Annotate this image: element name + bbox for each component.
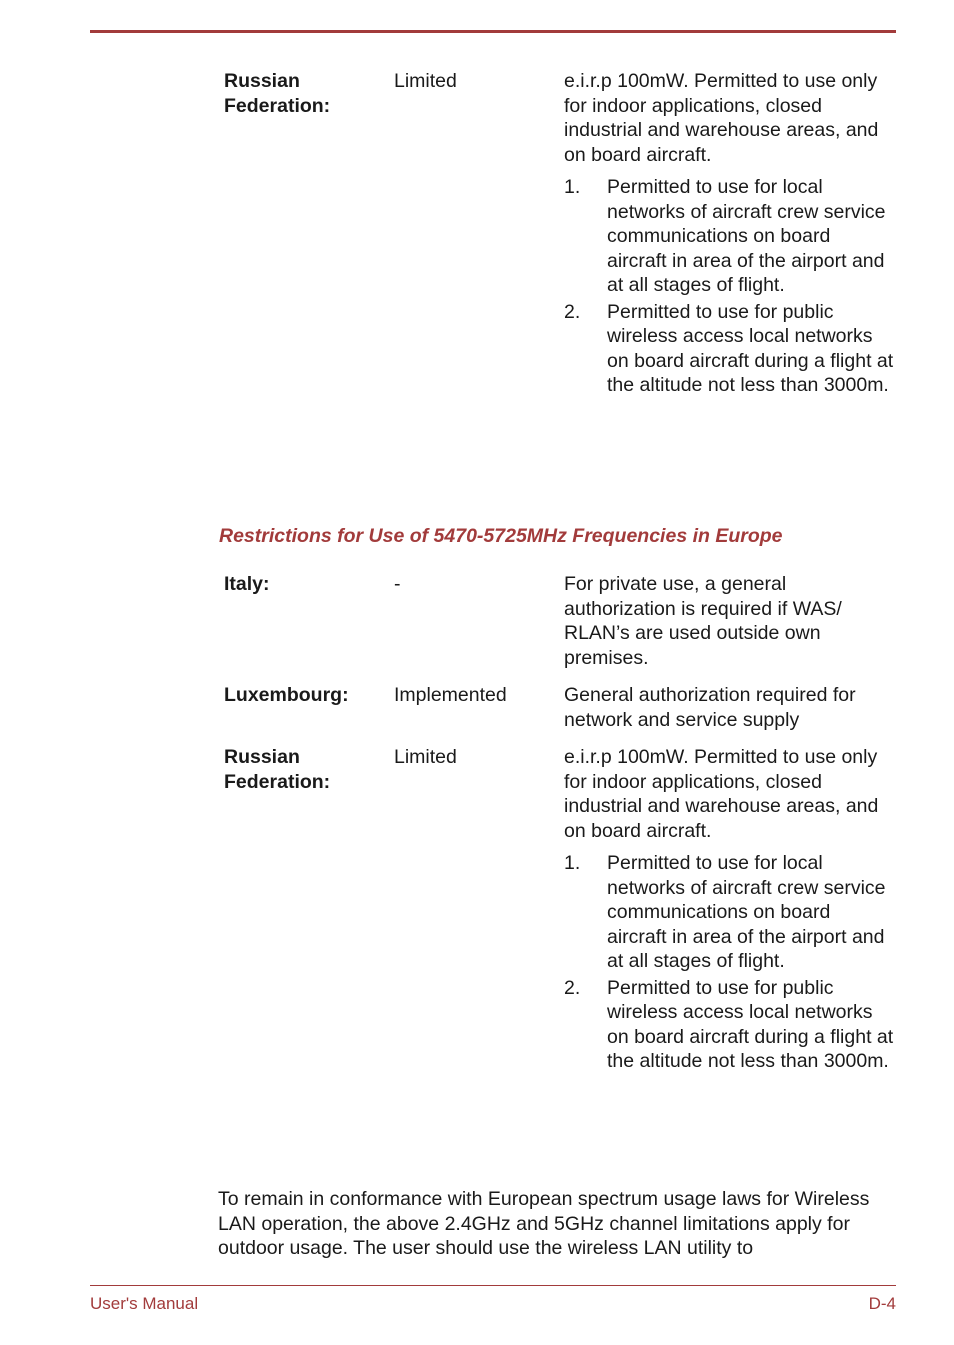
description-text: For private use, a general authorization is required if WAS/ RLAN’s are used outside own premises. [564, 573, 842, 669]
footer-rule [90, 1285, 896, 1286]
footer-manual-title: User's Manual [90, 1294, 199, 1313]
status-cell: Implemented [394, 684, 507, 706]
section-heading: Restrictions for Use of 5470-5725MHz Frequencies in Europe [219, 525, 783, 547]
closing-paragraph: To remain in conformance with European spectrum usage laws for Wireless LAN operation, the above 2.4GHz and 5GHz channel limitations apply for outdoor usage. The user should use the wireless LAN utility to [218, 1188, 870, 1259]
description-text: e.i.r.p 100mW. Permitted to use only for indoor applications, closed industrial and warehouse areas, and on board aircraft. [564, 70, 879, 166]
list-item: 2. Permitted to use for public wireless access local networks on board aircraft during a flight at the altitude not less than 3000m. [564, 976, 894, 1072]
description-text: e.i.r.p 100mW. Permitted to use only for indoor applications, closed industrial and warehouse areas, and on board aircraft. [564, 746, 879, 842]
status-cell: Limited [394, 746, 457, 768]
description-cell [564, 69, 894, 400]
country-cell: Russian Federation: [224, 746, 331, 793]
status-cell: Limited [394, 70, 457, 92]
numbered-list [564, 175, 894, 398]
description-text: General authorization required for network and service supply [564, 684, 856, 731]
status-cell: - [394, 573, 401, 595]
footer-page-number: D-4 [868, 1294, 896, 1313]
country-cell: Russian Federation: [224, 70, 331, 117]
list-item: 1. Permitted to use for local networks of aircraft crew service communications on board aircraft in area of the airport and at all stages of flight. [564, 852, 886, 972]
numbered-list [564, 851, 894, 1074]
list-item: 1. Permitted to use for local networks of aircraft crew service communications on board aircraft in area of the airport and at all stages of flight. [564, 176, 886, 296]
description-cell [564, 683, 894, 732]
description-cell [564, 572, 894, 670]
country-cell: Luxembourg: [224, 684, 349, 706]
country-cell: Italy: [224, 573, 270, 595]
list-item: 2. Permitted to use for public wireless access local networks on board aircraft during a flight at the altitude not less than 3000m. [564, 300, 894, 396]
header-rule [90, 30, 896, 33]
description-cell [564, 745, 894, 1076]
